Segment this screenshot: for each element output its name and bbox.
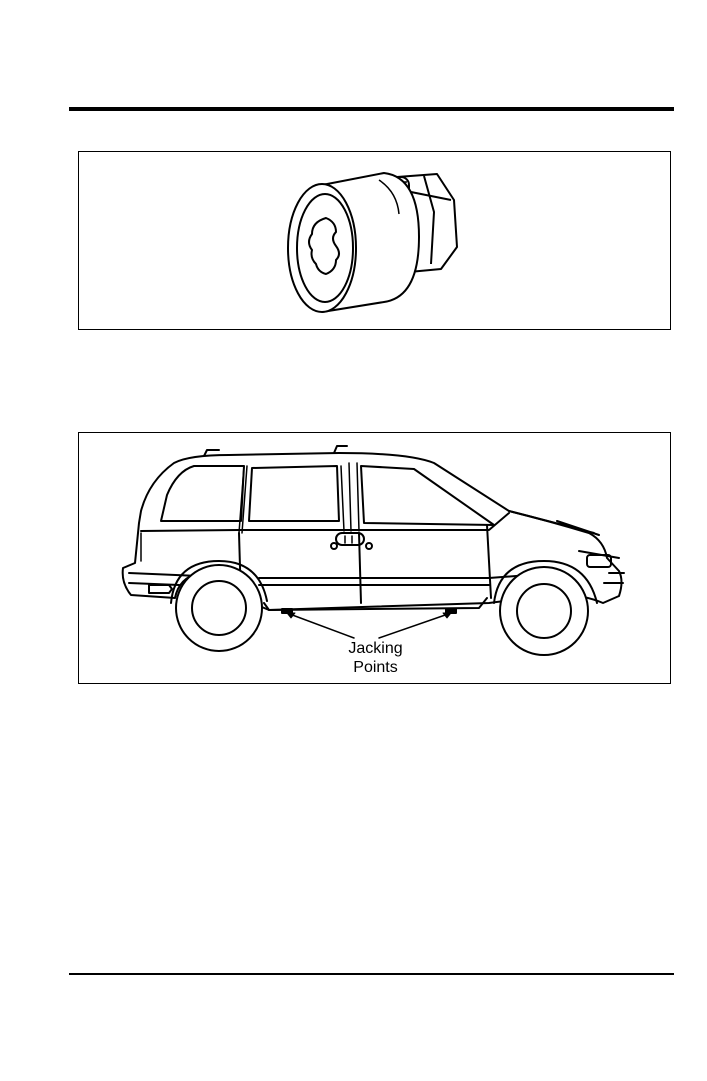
bottom-rule [69, 973, 674, 975]
wheel-lock-socket-icon [79, 152, 670, 329]
jacking-points-callout [79, 639, 672, 677]
callout-line-2: Points [353, 659, 398, 676]
minivan-figure [78, 432, 671, 684]
top-rule [69, 107, 674, 111]
wheel-lock-figure [78, 151, 671, 330]
callout-line-1: Jacking [348, 640, 403, 657]
